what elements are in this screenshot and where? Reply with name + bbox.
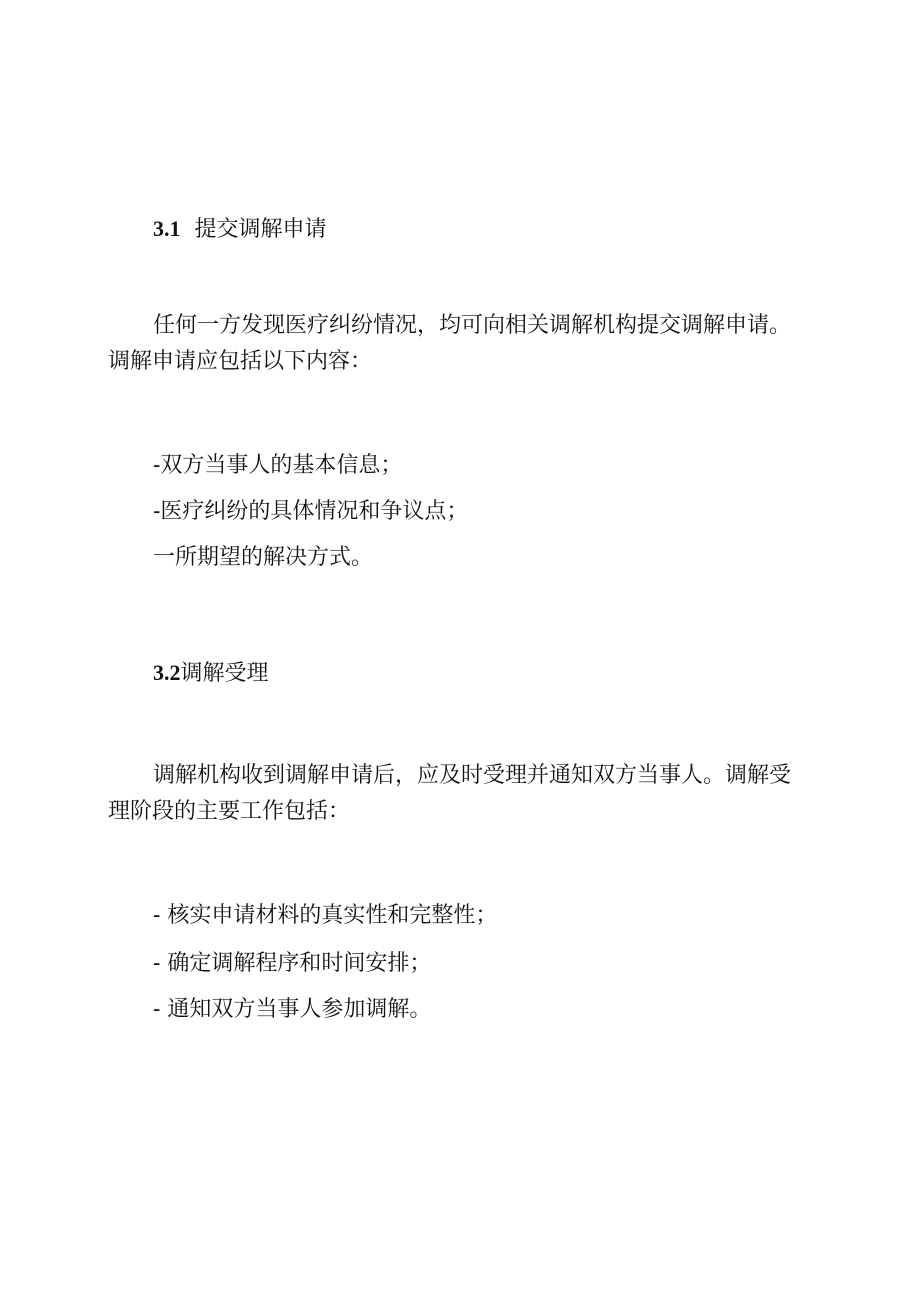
section-3-1-heading — [153, 212, 327, 243]
section-3-2-paragraph: 调解机构收到调解申请后，应及时受理并通知双方当事人。调解受理阶段的主要工作包括： — [108, 763, 792, 824]
section-3-2-heading — [153, 656, 269, 687]
section-3-1-title: 提交调解申请 — [194, 217, 327, 242]
section-3-2-number: 3.2 — [153, 660, 181, 685]
section-3-2-item-1: - 核实申请材料的真实性和完整性； — [153, 903, 498, 928]
section-3-2-item-2: - 确定调解程序和时间安排； — [153, 951, 432, 976]
section-3-1-paragraph: 任何一方发现医疗纠纷情况，均可向相关调解机构提交调解申请。调解申请应包括以下内容： — [108, 313, 792, 374]
section-3-1-number: 3.1 — [153, 216, 181, 241]
section-3-1-item-1: -双方当事人的基本信息； — [153, 453, 403, 478]
section-3-2-title: 调解受理 — [180, 661, 269, 686]
section-3-1-item-3: 一所期望的解决方式。 — [153, 545, 374, 570]
section-3-1-item-2: -医疗纠纷的具体情况和争议点； — [153, 499, 469, 524]
section-3-2-item-3: - 通知双方当事人参加调解。 — [153, 997, 432, 1022]
